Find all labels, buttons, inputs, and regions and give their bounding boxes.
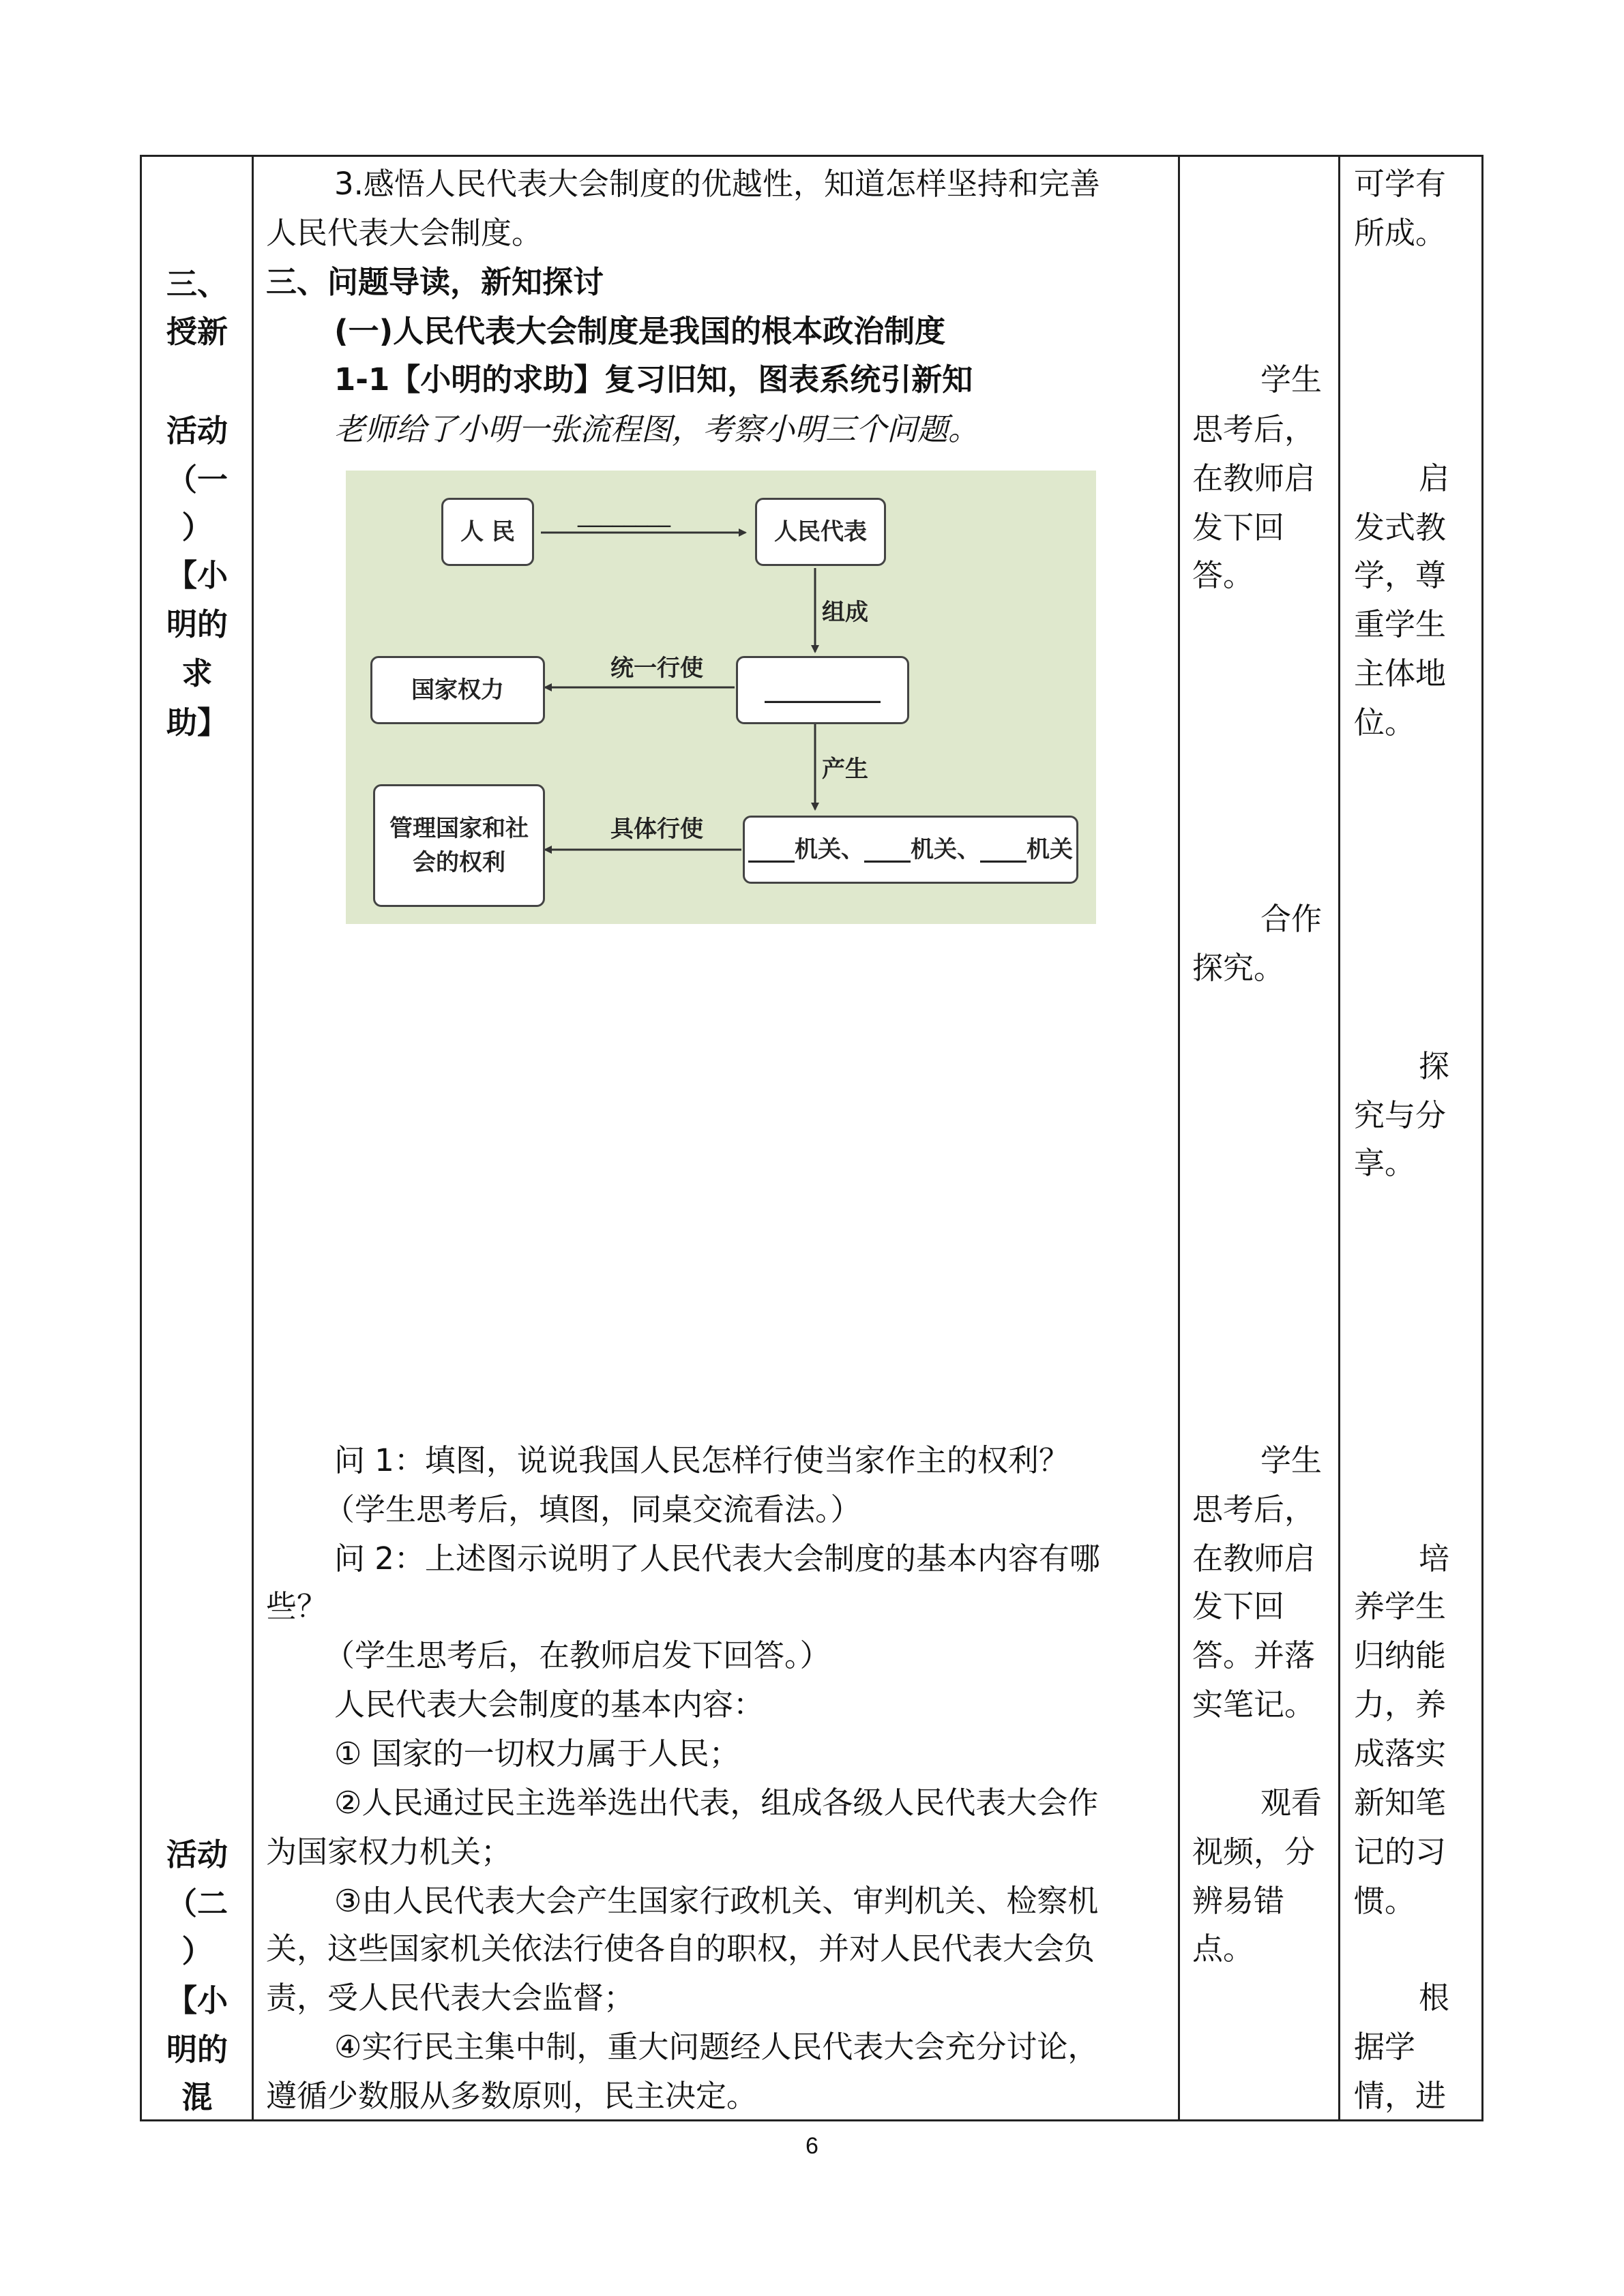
student-activity: 发下回 <box>1192 1588 1285 1624</box>
section-label: 授新 <box>166 314 228 350</box>
design-intent: 惯。 <box>1354 1883 1416 1919</box>
section-heading: 三、问题导读，新知探讨 <box>266 264 604 300</box>
student-activity: 点。 <box>1192 1930 1254 1967</box>
content-line: 人民代表大会制度的基本内容： <box>334 1686 765 1723</box>
content-line: 关，这些国家机关依法行使各自的职权，并对人民代表大会负 <box>266 1930 1095 1967</box>
manage-line: 管理国家和社 <box>389 815 529 842</box>
student-activity: 合作 <box>1260 901 1323 937</box>
congress-blank-box: __________ <box>736 656 909 724</box>
subsection-heading: (一)人民代表大会制度是我国的根本政治制度 <box>334 313 946 349</box>
content-line: 遵循少数服从多数原则，民主决定。 <box>266 2078 758 2114</box>
design-intent: 可学有 <box>1354 166 1447 202</box>
student-activity: 答。并落 <box>1192 1637 1316 1673</box>
answer-note: （学生思考后，在教师启发下回答。） <box>324 1637 831 1673</box>
compose-label: 组成 <box>822 599 868 626</box>
student-activity: 发下回 <box>1192 509 1285 546</box>
manage-line: 会的权利 <box>413 849 505 876</box>
unified-label: 统一行使 <box>610 655 703 682</box>
design-intent: 养学生 <box>1354 1588 1447 1624</box>
content-line: 责，受人民代表大会监督； <box>266 1980 635 2016</box>
activity-intro: 老师给了小明一张流程图，考察小明三个问题。 <box>334 411 979 447</box>
design-intent: 探 <box>1419 1048 1450 1084</box>
design-intent: 成落实 <box>1354 1735 1447 1772</box>
student-activity: 学生 <box>1260 1442 1323 1478</box>
reps-box: 人民代表 <box>755 498 886 566</box>
produce-label: 产生 <box>822 756 868 783</box>
question-line: 些？ <box>266 1588 328 1624</box>
activity-label: 求 <box>181 655 213 691</box>
content-line: ④实行民主集中制，重大问题经人民代表大会充分讨论， <box>334 2029 1099 2065</box>
activity-label: ） <box>181 509 213 546</box>
activity-label: 明的 <box>166 2031 228 2068</box>
design-intent: 根 <box>1419 1980 1450 2016</box>
content-line: ③由人民代表大会产生国家行政机关、审判机关、检察机 <box>334 1883 1099 1919</box>
goal-line: 3.感悟人民代表大会制度的优越性，知道怎样坚持和完善 <box>334 166 1100 202</box>
design-intent: 享。 <box>1354 1145 1416 1181</box>
content-line: 为国家权力机关； <box>266 1834 512 1870</box>
student-activity: 学生 <box>1260 361 1323 398</box>
concrete-label: 具体行使 <box>610 816 703 843</box>
design-intent: 重学生 <box>1354 606 1447 642</box>
student-activity: 观看 <box>1260 1785 1323 1821</box>
activity-label: 【小 <box>166 557 228 593</box>
student-activity: 辨易错 <box>1192 1883 1285 1919</box>
activity-label: 助】 <box>166 704 228 741</box>
table-divider <box>1338 155 1340 2121</box>
activity-label: 活动 <box>166 413 228 449</box>
student-activity: 思考后， <box>1192 1491 1316 1527</box>
organs-box: ____机关、____机关、____机关 <box>743 816 1078 884</box>
goal-line: 人民代表大会制度。 <box>266 215 543 251</box>
people-box: 人 民 <box>441 498 534 566</box>
content-line: ① 国家的一切权力属于人民； <box>334 1735 740 1772</box>
answer-note: （学生思考后，填图，同桌交流看法。） <box>324 1491 861 1527</box>
flow-chart <box>346 471 1096 924</box>
design-intent: 启 <box>1419 460 1450 496</box>
design-intent: 主体地 <box>1354 655 1447 691</box>
blank-top: ________ <box>578 501 670 528</box>
activity-label: 混 <box>181 2079 213 2115</box>
manage-box <box>373 784 545 907</box>
design-intent: 学，尊 <box>1354 557 1447 593</box>
content-line: ②人民通过民主选举选出代表，组成各级人民代表大会作 <box>334 1785 1099 1821</box>
activity-label: 明的 <box>166 606 228 642</box>
student-activity: 实笔记。 <box>1192 1686 1316 1723</box>
student-activity: 探究。 <box>1192 950 1285 986</box>
design-intent: 归纳能 <box>1354 1637 1447 1673</box>
design-intent: 位。 <box>1354 704 1416 741</box>
design-intent: 情，进 <box>1354 2078 1447 2114</box>
student-activity: 在教师启 <box>1192 460 1316 496</box>
power-box: 国家权力 <box>370 656 545 724</box>
design-intent: 发式教 <box>1354 509 1447 546</box>
student-activity: 答。 <box>1192 557 1254 593</box>
activity-label: （一 <box>166 462 228 498</box>
design-intent: 力，养 <box>1354 1686 1447 1723</box>
design-intent: 新知笔 <box>1354 1785 1447 1821</box>
activity-label: ） <box>181 1933 213 1969</box>
table-divider <box>1178 155 1180 2121</box>
activity-label: 【小 <box>166 1982 228 2018</box>
activity-label: 活动 <box>166 1836 228 1873</box>
question-line: 问 2：上述图示说明了人民代表大会制度的基本内容有哪 <box>334 1540 1100 1577</box>
design-intent: 培 <box>1419 1540 1450 1577</box>
design-intent: 究与分 <box>1354 1097 1447 1133</box>
design-intent: 所成。 <box>1354 215 1447 251</box>
student-activity: 在教师启 <box>1192 1540 1316 1577</box>
design-intent: 据学 <box>1354 2029 1416 2065</box>
activity-label: （二 <box>166 1885 228 1922</box>
question-line: 问 1：填图，说说我国人民怎样行使当家作主的权利？ <box>334 1442 1069 1478</box>
page-number: 6 <box>806 2133 818 2159</box>
section-label: 三、 <box>166 266 228 302</box>
activity-heading: 1-1【小明的求助】复习旧知，图表系统引新知 <box>334 361 973 398</box>
student-activity: 思考后， <box>1192 411 1316 447</box>
student-activity: 视频，分 <box>1192 1834 1316 1870</box>
design-intent: 记的习 <box>1354 1834 1447 1870</box>
